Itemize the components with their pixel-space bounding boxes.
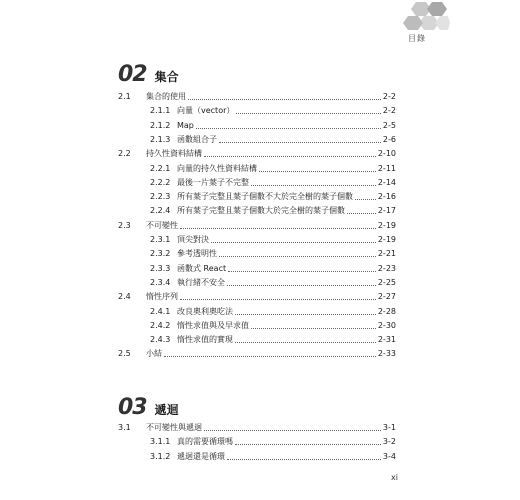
- toc-entry-number: 2.3.2: [150, 249, 171, 259]
- toc-entry-title: 向量的持久性資料結構: [177, 163, 257, 173]
- toc-entry-title: 最後一片葉子不完整: [177, 177, 249, 187]
- toc-entry-title: 所有葉子完整且葉子個數大於完全樹的葉子個數: [177, 206, 345, 216]
- dot-leader: [164, 355, 376, 357]
- dot-leader: [204, 429, 381, 431]
- toc-entry-title: 向量（vector）: [177, 106, 235, 116]
- toc-entry-number: 2.1.1: [150, 106, 171, 116]
- dot-leader: [251, 184, 376, 186]
- toc-entry-title: 惰性求值的實現: [177, 335, 233, 345]
- toc-entry-number: 2.2.2: [150, 177, 171, 187]
- toc-entry-title: 真的需要循環嗎: [177, 437, 233, 447]
- dot-leader: [235, 313, 376, 315]
- toc-section-row[interactable]: [118, 347, 396, 360]
- toc-entry-page: 2-17: [377, 206, 396, 216]
- toc-entry-page: 2-25: [377, 277, 396, 287]
- toc-entry-title: 不可變性與遞迴: [146, 423, 202, 432]
- toc-section-row[interactable]: [118, 219, 396, 232]
- dot-leader: [227, 458, 381, 460]
- toc-subsection-row[interactable]: [150, 190, 396, 203]
- toc-entry-title: 惰性序列: [146, 292, 178, 302]
- toc-entry-number: 2.3.1: [150, 235, 171, 244]
- toc-entry-page: 2-33: [377, 349, 396, 359]
- toc-entry-page: 2-10: [377, 149, 396, 159]
- toc-entry-number: 2.3.3: [150, 263, 171, 273]
- dot-leader: [227, 284, 376, 286]
- toc-entry-number: 2.2.3: [150, 192, 171, 202]
- toc-entry-title: 頂尖對決: [177, 235, 209, 244]
- toc-entry-title: 集合的使用: [146, 92, 186, 101]
- toc-subsection-row[interactable]: [150, 119, 396, 132]
- toc-subsection-row[interactable]: [150, 204, 396, 217]
- toc-entry-number: 2.1.2: [150, 120, 171, 130]
- toc-entry-page: 3-2: [382, 437, 396, 447]
- toc-subsection-row[interactable]: [150, 333, 396, 346]
- chapter-name: 集合: [154, 70, 179, 84]
- toc-entry-page: 2-23: [377, 263, 396, 273]
- toc-subsection-row[interactable]: [150, 305, 396, 318]
- toc-entry-number: 2.3.4: [150, 277, 171, 287]
- toc-entry-title: 參考透明性: [177, 249, 217, 259]
- toc-entry-number: 2.5: [118, 349, 131, 359]
- dot-leader: [211, 241, 376, 243]
- chapter-title: [118, 395, 179, 420]
- toc-entry-number: 3.1.1: [150, 437, 171, 447]
- toc-section-row[interactable]: [118, 147, 396, 160]
- toc-entry-number: 2.1.3: [150, 134, 171, 144]
- toc-entry-title: 函數組合子: [177, 134, 217, 144]
- toc-entry-page: 2-14: [377, 177, 396, 187]
- toc-section-row[interactable]: [118, 421, 396, 434]
- toc-entry-title: 小結: [146, 349, 162, 359]
- toc-entry-title: 持久性資料結構: [146, 149, 202, 159]
- toc-subsection-row[interactable]: [150, 233, 396, 246]
- toc-subsection-row[interactable]: [150, 162, 396, 175]
- toc-entry-page: 3-1: [382, 423, 396, 432]
- toc-entry-number: 2.2.1: [150, 163, 171, 173]
- toc-entry-page: 2-6: [382, 134, 396, 144]
- toc-entry-page: 2-2: [382, 106, 396, 116]
- dot-leader: [219, 141, 381, 143]
- toc-entry-number: 2.2: [118, 149, 131, 159]
- dot-leader: [219, 255, 376, 257]
- toc-subsection-row[interactable]: [150, 133, 396, 146]
- toc-subsection-row[interactable]: [150, 319, 396, 332]
- dot-leader: [235, 443, 381, 445]
- toc-entry-number: 2.4.3: [150, 335, 171, 345]
- chapter-number: 02: [118, 62, 147, 87]
- dot-leader: [180, 298, 376, 300]
- toc-entry-page: 2-31: [377, 335, 396, 345]
- dot-leader: [251, 327, 376, 329]
- dot-leader: [347, 212, 376, 214]
- toc-entry-number: 2.3: [118, 220, 131, 230]
- toc-entry-page: 2-11: [377, 163, 396, 173]
- dot-leader: [228, 270, 376, 272]
- toc-entry-number: 3.1: [118, 423, 131, 432]
- chapter-name: 遞迴: [154, 403, 179, 417]
- toc-subsection-row[interactable]: [150, 104, 396, 117]
- toc-subsection-row[interactable]: [150, 247, 396, 260]
- toc-entry-title: 執行緒不安全: [177, 277, 225, 287]
- toc-entry-number: 3.1.2: [150, 451, 171, 461]
- toc-entry-number: 2.4.2: [150, 320, 171, 330]
- toc-subsection-row[interactable]: [150, 262, 396, 275]
- toc-entry-number: 2.4.1: [150, 306, 171, 316]
- toc-entry-page: 2-5: [382, 120, 396, 130]
- toc-entry-page: 3-4: [382, 451, 396, 461]
- toc-entry-page: 2-30: [377, 320, 396, 330]
- toc-entry-number: 2.4: [118, 292, 131, 302]
- page-number: xi: [391, 473, 398, 482]
- toc-entry-page: 2-2: [382, 92, 396, 101]
- dot-leader: [196, 127, 381, 129]
- header-label: 目錄: [408, 34, 426, 43]
- toc-entry-title: 惰性求值與及早求值: [177, 320, 249, 330]
- toc-entry-title: 改良奧利奧吃法: [177, 306, 233, 316]
- toc-entry-number: 2.1: [118, 92, 131, 101]
- toc-entry-page: 2-19: [377, 235, 396, 244]
- toc-entry-title: 所有葉子完整且葉子個數不大於完全樹的葉子個數: [177, 192, 353, 202]
- toc-subsection-row[interactable]: [150, 176, 396, 189]
- toc-section-row[interactable]: [118, 90, 396, 103]
- dot-leader: [180, 227, 376, 229]
- toc-entry-title: Map: [177, 120, 194, 130]
- toc-entry-page: 2-28: [377, 306, 396, 316]
- toc-entry-title: 不可變性: [146, 220, 178, 230]
- dot-leader: [235, 341, 376, 343]
- dot-leader: [188, 98, 381, 100]
- toc-entry-page: 2-16: [377, 192, 396, 202]
- toc-subsection-row[interactable]: [150, 450, 396, 463]
- toc-section-row[interactable]: [118, 290, 396, 303]
- chapter-title: [118, 62, 179, 87]
- chapter-number: 03: [118, 395, 147, 420]
- dot-leader: [236, 112, 381, 114]
- toc-entry-title: 遞迴還是循環: [177, 451, 225, 461]
- toc-entry-title: 函數式 React: [177, 263, 227, 273]
- toc-entry-page: 2-19: [377, 220, 396, 230]
- dot-leader: [355, 198, 376, 200]
- dot-leader: [204, 155, 376, 157]
- toc-subsection-row[interactable]: [150, 435, 396, 448]
- toc-entry-page: 2-21: [377, 249, 396, 259]
- dot-leader: [259, 170, 376, 172]
- toc-entry-number: 2.2.4: [150, 206, 171, 216]
- toc-subsection-row[interactable]: [150, 276, 396, 289]
- toc-entry-page: 2-27: [377, 292, 396, 302]
